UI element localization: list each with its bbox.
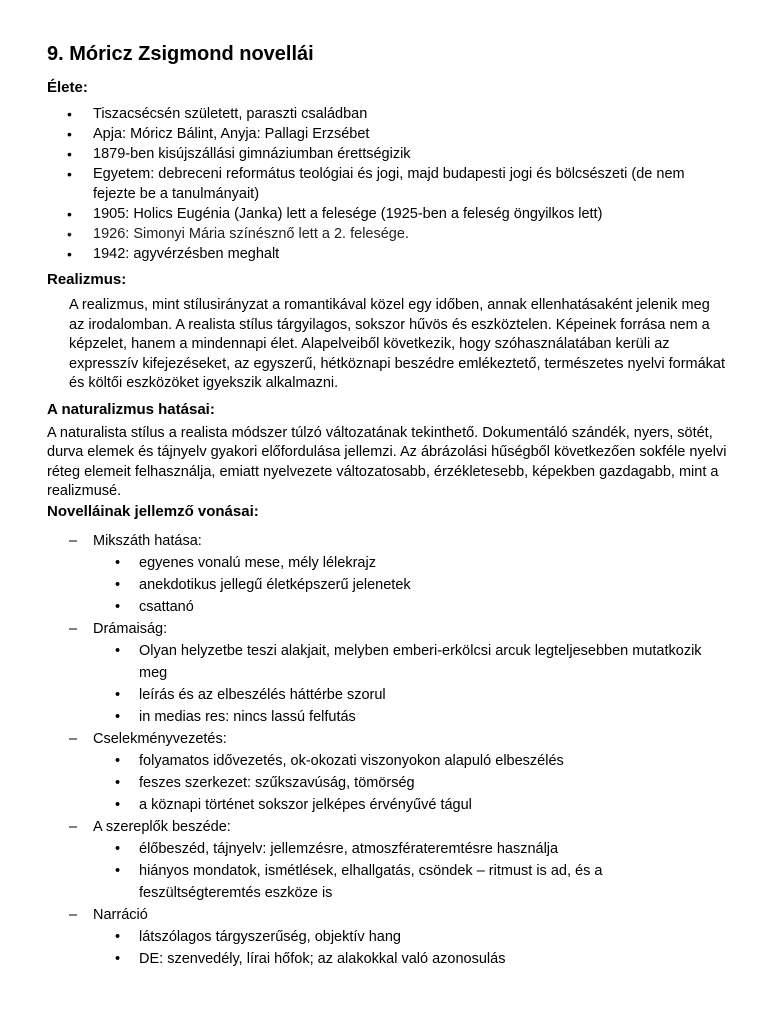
sub-list-item: • leírás és az elbeszélés háttérbe szorul — [93, 684, 727, 706]
group-item-szereplok-beszede — [47, 816, 727, 904]
document-page — [47, 40, 727, 970]
sub-list-item: • a köznapi történet sokszor jelképes érvényűvé tágul — [93, 794, 727, 816]
list-item: • 1905: Holics Eugénia (Janka) lett a felesége (1925-ben a feleség öngyilkos lett) — [47, 204, 727, 224]
naturalizmus-paragraph: A naturalista stílus a realista módszer túlzó változatának tekinthető. Dokumentáló szándék, nyers, sötét, durva elemek és tájnyelv gyakori előfordulása jellemzi. Az ábrázolási hűségből következően sokféle nyelvi réteg elemeit felhasználja, emiatt nyelvezete változatosabb, érzékletesebb, képekben gazdagabb, mint a realizmusé. — [47, 424, 727, 499]
sub-list-item: • hiányos mondatok, ismétlések, elhallgatás, csöndek – ritmust is ad, és a feszültségteremtés eszköze is — [93, 860, 727, 904]
list-item: • Egyetem: debreceni református teológiai és jogi, majd budapesti jogi és bölcsészeti (de nem fejezte be a tanulmányait) — [47, 164, 727, 204]
sub-list-item: • egyenes vonalú mese, mély lélekrajz — [93, 552, 727, 574]
sub-list — [93, 552, 727, 618]
sub-list — [93, 926, 727, 970]
list-item: • Tiszacsécsén született, paraszti családban — [47, 104, 727, 124]
group-label: Drámaiság: — [93, 620, 168, 637]
group-item-mikszath — [47, 530, 727, 618]
novellak-list — [47, 530, 727, 970]
group-label: Narráció — [93, 906, 148, 923]
section-heading-naturalizmus: A naturalizmus hatásai: — [47, 400, 215, 418]
group-label: Cselekményvezetés: — [93, 730, 227, 747]
sub-list — [93, 640, 727, 728]
list-item: • 1926: Simonyi Mária színésznő lett a 2. felesége. — [47, 224, 727, 244]
group-item-narracio — [47, 904, 727, 970]
group-label: Mikszáth hatása: — [93, 532, 202, 549]
sub-list-item: • folyamatos idővezetés, ok-okozati viszonyokon alapuló elbeszélés — [93, 750, 727, 772]
list-item: • 1879-ben kisújszállási gimnáziumban érettségizik — [47, 144, 727, 164]
sub-list — [93, 750, 727, 816]
sub-list-item: • anekdotikus jellegű életképszerű jelenetek — [93, 574, 727, 596]
sub-list-item: • feszes szerkezet: szűkszavúság, tömörség — [93, 772, 727, 794]
group-item-cselekmenyvezetes — [47, 728, 727, 816]
section-heading-elete: Élete: — [47, 79, 88, 96]
sub-list — [93, 838, 727, 904]
sub-list-item: • Olyan helyzetbe teszi alakjait, melyben emberi-erkölcsi arcuk legteljesebben mutatkozik meg — [93, 640, 727, 684]
list-item: • Apja: Móricz Bálint, Anyja: Pallagi Erzsébet — [47, 124, 727, 144]
elete-list — [47, 104, 727, 264]
sub-list-item: • csattanó — [93, 596, 727, 618]
sub-list-item: • DE: szenvedély, lírai hőfok; az alakokkal való azonosulás — [93, 948, 727, 970]
sub-list-item: • élőbeszéd, tájnyelv: jellemzésre, atmoszférateremtésre használja — [93, 838, 727, 860]
realizmus-paragraph: A realizmus, mint stílusirányzat a romantikával közel egy időben, annak ellenhatásaként jelenik meg az irodalomban. A realista stílus tárgyilagos, sokszor hűvös és eszköztelen. Képeinek forrása nem a képzelet, hanem a mindennapi élet. Alapelveiből következik, hogy szóhasználatában kerüli az expresszív kifejezéseket, az egyszerű, hétköznapi beszédre emlékeztető, természetes nyelvi formákat és költői eszközöket igyekszik alkalmazni. — [69, 297, 726, 391]
section-heading-novellak: Novelláinak jellemző vonásai: — [47, 502, 259, 520]
group-item-dramaisag — [47, 618, 727, 728]
sub-list-item: • látszólagos tárgyszerűség, objektív hang — [93, 926, 727, 948]
list-item: • 1942: agyvérzésben meghalt — [47, 244, 727, 264]
section-heading-realizmus: Realizmus: — [47, 271, 127, 288]
group-label: A szereplők beszéde: — [93, 818, 231, 835]
sub-list-item: • in medias res: nincs lassú felfutás — [93, 706, 727, 728]
page-title: 9. Móricz Zsigmond novellái — [47, 43, 314, 65]
